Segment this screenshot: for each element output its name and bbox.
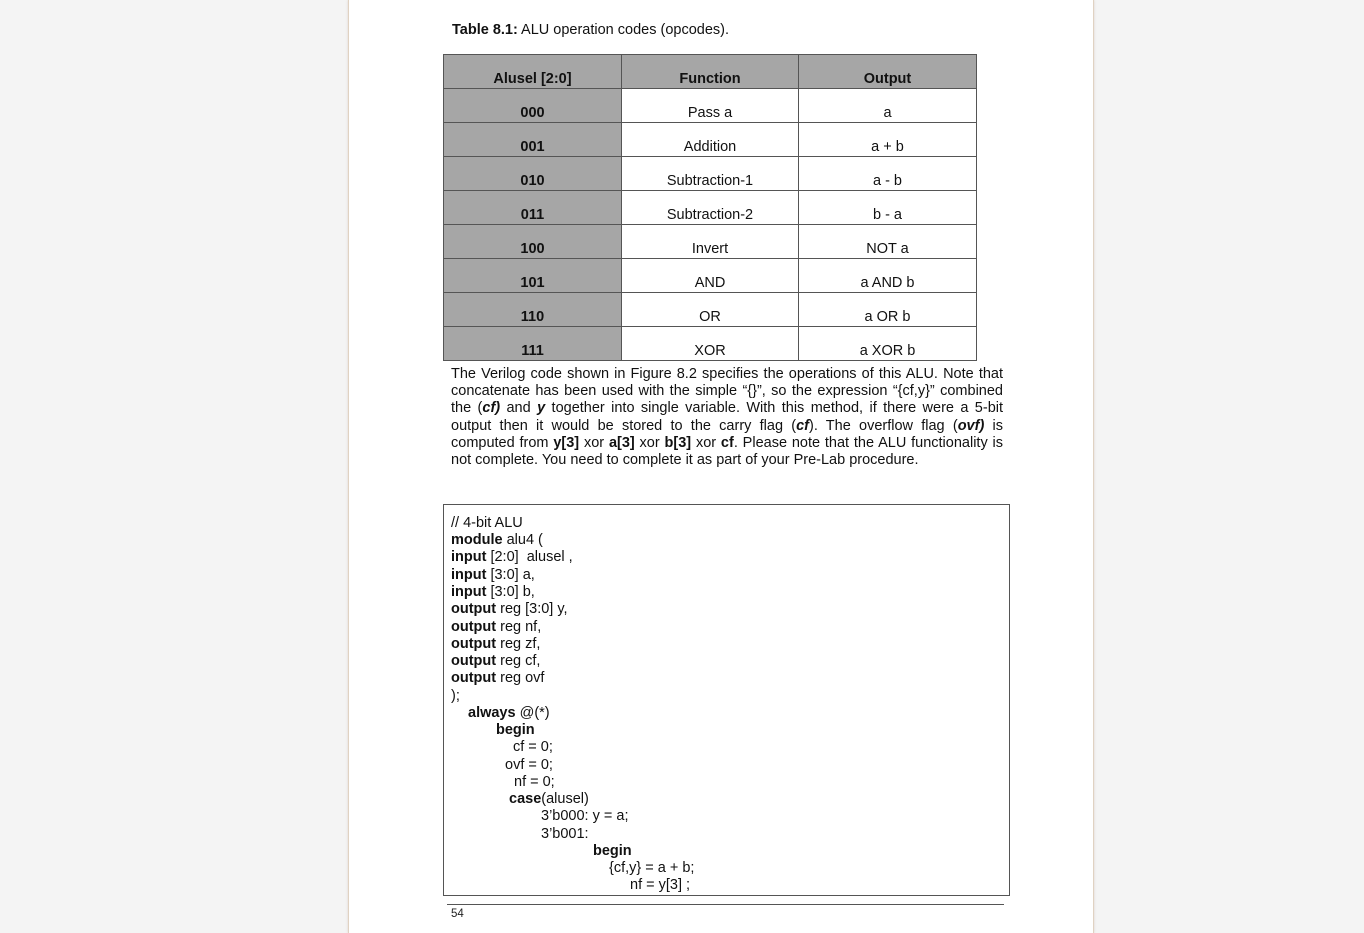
code-text: @(*) [515, 705, 550, 721]
caption-text: ALU operation codes (opcodes). [517, 22, 729, 38]
table-row [444, 259, 977, 293]
code-line [496, 722, 535, 739]
code-line [451, 670, 544, 687]
code-text: {cf,y} = a + b; [609, 860, 695, 876]
code-text: [3:0] a, [486, 567, 535, 583]
code-keyword: output [451, 670, 497, 686]
page-number: 54 [451, 908, 464, 920]
para-text: together into single variable. With this method, if there were a 5-bit output then it would be stored to the carry flag ( [451, 400, 1004, 434]
header-function: Function [622, 55, 799, 89]
code-text: (alusel) [541, 791, 589, 807]
code-text: [2:0] alusel , [486, 549, 573, 565]
code-text: nf = 0; [514, 774, 555, 790]
table-header-row [444, 55, 977, 89]
code-keyword: input [451, 584, 487, 600]
code-keyword: begin [496, 722, 535, 738]
opcode-cell: 110 [444, 293, 622, 327]
code-text: nf = y[3] ; [630, 877, 691, 893]
para-emph: ovf) [957, 417, 985, 434]
code-line [451, 653, 540, 670]
code-text: reg nf, [496, 619, 542, 635]
output-cell: a + b [799, 123, 977, 157]
code-line [451, 532, 543, 549]
code-line [509, 791, 589, 808]
function-cell: Invert [622, 225, 799, 259]
code-line [451, 636, 540, 653]
output-cell: NOT a [799, 225, 977, 259]
code-keyword: input [451, 567, 487, 583]
output-cell: a OR b [799, 293, 977, 327]
para-text: The Verilog code shown in Figure 8.2 specifies the operations of this ALU. Note that concatenate has been used with the simple “{}”, so the expression “{cf,y}” combined the ( [451, 366, 1003, 417]
opcode-cell: 000 [444, 89, 622, 123]
table-row [444, 327, 977, 361]
code-keyword: output [451, 636, 497, 652]
code-line [451, 584, 535, 601]
code-keyword: begin [593, 843, 632, 859]
opcode-cell: 010 [444, 157, 622, 191]
para-emph: cf) [482, 400, 501, 417]
caption-label: Table 8.1: [452, 22, 518, 38]
code-text: // 4-bit ALU [451, 515, 523, 531]
function-cell: Pass a [622, 89, 799, 123]
output-cell: a [799, 89, 977, 123]
table-row [444, 157, 977, 191]
code-line [451, 619, 541, 636]
output-cell: a XOR b [799, 327, 977, 361]
function-cell: AND [622, 259, 799, 293]
code-text: reg zf, [496, 636, 541, 652]
para-bold: a[3] [608, 434, 635, 451]
body-paragraph [451, 366, 1003, 469]
code-line [514, 774, 555, 791]
code-keyword: input [451, 549, 487, 565]
para-text: xor [634, 434, 665, 451]
opcode-cell: 101 [444, 259, 622, 293]
para-text: is computed from [451, 417, 1003, 451]
code-line [451, 515, 523, 532]
code-keyword: output [451, 601, 497, 617]
code-keyword: always [468, 705, 516, 721]
footer-divider [447, 904, 1004, 905]
code-line [468, 705, 550, 722]
code-line [505, 757, 553, 774]
code-text: ); [451, 688, 460, 704]
code-text: cf = 0; [513, 739, 553, 755]
para-bold: cf [720, 434, 734, 451]
code-text: 3’b001: [541, 826, 589, 842]
function-cell: OR [622, 293, 799, 327]
function-cell: XOR [622, 327, 799, 361]
para-bold: y[3] [553, 434, 580, 451]
para-text: xor [579, 434, 609, 451]
table-row [444, 191, 977, 225]
para-text: ). The overflow flag ( [808, 417, 958, 434]
table-row [444, 123, 977, 157]
function-cell: Subtraction-2 [622, 191, 799, 225]
code-keyword: module [451, 532, 503, 548]
code-text: alu4 ( [502, 532, 543, 548]
output-cell: a AND b [799, 259, 977, 293]
opcode-cell: 011 [444, 191, 622, 225]
code-keyword: output [451, 619, 497, 635]
para-text: xor [691, 434, 721, 451]
code-text: 3’b000: y = a; [541, 808, 629, 824]
code-text: [3:0] b, [486, 584, 535, 600]
header-alusel: Alusel [2:0] [444, 55, 622, 89]
para-text: . Please note that the ALU functionality is not complete. You need to complete it as part of your Pre-Lab procedure. [451, 434, 1003, 469]
opcode-cell: 111 [444, 327, 622, 361]
code-line [541, 826, 589, 843]
function-cell: Subtraction-1 [622, 157, 799, 191]
output-cell: b - a [799, 191, 977, 225]
code-line [513, 739, 553, 756]
table-row [444, 293, 977, 327]
code-line [541, 808, 628, 825]
code-line [451, 601, 568, 618]
header-output: Output [799, 55, 977, 89]
para-bold: b[3] [664, 434, 692, 451]
code-line [451, 688, 460, 705]
table-caption [452, 22, 729, 38]
code-line [593, 843, 632, 860]
para-emph: cf [796, 417, 809, 434]
code-line [630, 877, 690, 894]
table-row [444, 225, 977, 259]
code-keyword: case [509, 791, 542, 807]
opcode-table [443, 54, 977, 361]
code-text: reg ovf [496, 670, 545, 686]
code-keyword: output [451, 653, 497, 669]
table-row [444, 89, 977, 123]
code-line [451, 567, 535, 584]
output-cell: a - b [799, 157, 977, 191]
para-text: and [500, 400, 538, 417]
document-page [348, 0, 1094, 933]
code-text: reg cf, [496, 653, 541, 669]
function-cell: Addition [622, 123, 799, 157]
code-line [609, 860, 694, 877]
opcode-cell: 001 [444, 123, 622, 157]
code-text: ovf = 0; [505, 757, 553, 773]
code-listing [443, 504, 1010, 896]
code-line [451, 549, 573, 566]
opcode-cell: 100 [444, 225, 622, 259]
code-text: reg [3:0] y, [496, 601, 568, 617]
para-emph: y [537, 400, 546, 417]
